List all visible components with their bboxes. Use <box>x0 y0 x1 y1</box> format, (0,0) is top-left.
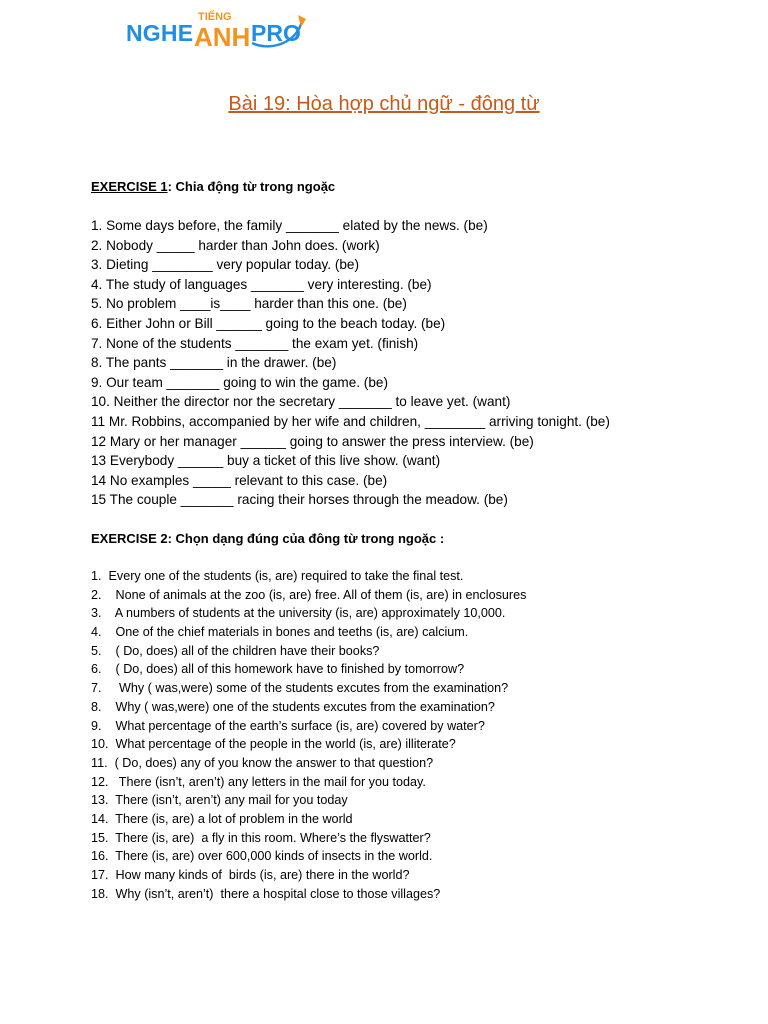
page-title: Bài 19: Hòa hợp chủ ngữ - đông từ <box>228 93 540 115</box>
exercise1-label: EXERCISE 1 <box>91 179 168 194</box>
list-item: 10. Neither the director nor the secretary _______ to leave yet. (want) <box>91 394 511 410</box>
list-item: 6. Either John or Bill ______ going to the beach today. (be) <box>91 315 446 331</box>
list-item: 7. None of the students _______ the exam yet. (finish) <box>91 335 419 351</box>
list-item: 15 The couple _______ racing their horses through the meadow. (be) <box>91 492 508 508</box>
list-item: 3. Dieting ________ very popular today. (be) <box>91 257 360 273</box>
exercise2-list <box>91 567 526 903</box>
list-item: 15. There (is, are) a fly in this room. Where’s the flyswatter? <box>91 830 431 845</box>
list-item: 12. There (isn’t, aren’t) any letters in the mail for you today. <box>91 774 426 789</box>
logo-text-pro: PRO <box>251 20 301 46</box>
list-item: 8. The pants _______ in the drawer. (be) <box>91 355 337 371</box>
list-item: 5. No problem ____is____ harder than this one. (be) <box>91 296 407 312</box>
list-item: 6. ( Do, does) all of this homework have to finished by tomorrow? <box>91 662 465 677</box>
list-item: 14 No examples _____ relevant to this case. (be) <box>91 472 388 488</box>
logo-text-nghe: NGHE <box>126 20 194 46</box>
list-item: 2. Nobody _____ harder than John does. (work) <box>91 237 380 253</box>
list-item: 14. There (is, are) a lot of problem in the world <box>91 811 353 826</box>
list-item: 10. What percentage of the people in the world (is, are) illiterate? <box>91 737 456 752</box>
list-item: 13 Everybody ______ buy a ticket of this live show. (want) <box>91 453 441 469</box>
list-item: 4. One of the chief materials in bones and teeths (is, are) calcium. <box>91 625 469 640</box>
list-item: 5. ( Do, does) all of the children have their books? <box>91 643 380 658</box>
list-item: 18. Why (isn’t, aren’t) there a hospital close to those villages? <box>91 886 441 901</box>
brand-logo <box>124 2 314 54</box>
exercise1-list <box>91 216 610 510</box>
list-item: 9. Our team _______ going to win the game. (be) <box>91 374 388 390</box>
list-item: 8. Why ( was,were) one of the students excutes from the examination? <box>91 699 495 714</box>
list-item: 1. Every one of the students (is, are) required to take the final test. <box>91 569 464 583</box>
list-item: 16. There (is, are) over 600,000 kinds of insects in the world. <box>91 849 433 864</box>
list-item: 11 Mr. Robbins, accompanied by her wife and children, ________ arriving tonight. (be) <box>91 413 610 429</box>
exercise2-heading: EXERCISE 2: Chọn dạng đúng của đông từ trong ngoặc : <box>91 531 445 546</box>
list-item: 2. None of animals at the zoo (is, are) free. All of them (is, are) in enclosures <box>91 587 527 602</box>
exercise1-heading <box>91 179 335 194</box>
list-item: 7. Why ( was,were) some of the students excutes from the examination? <box>91 681 509 696</box>
logo-text-tieng: TIẾNG <box>198 11 232 23</box>
exercise1-instruction: : Chia động từ trong ngoặc <box>167 179 336 194</box>
list-item: 1. Some days before, the family _______ elated by the news. (be) <box>91 218 488 233</box>
list-item: 9. What percentage of the earth’s surface (is, are) covered by water? <box>91 718 485 733</box>
logo-text-anh: ANH <box>194 22 251 52</box>
list-item: 13. There (isn’t, aren’t) any mail for you today <box>91 793 348 808</box>
list-item: 11. ( Do, does) any of you know the answer to that question? <box>91 755 434 770</box>
list-item: 12 Mary or her manager ______ going to answer the press interview. (be) <box>91 433 534 449</box>
list-item: 4. The study of languages _______ very interesting. (be) <box>91 276 432 292</box>
list-item: 3. A numbers of students at the university (is, are) approximately 10,000. <box>91 606 506 621</box>
list-item: 17. How many kinds of birds (is, are) there in the world? <box>91 868 410 882</box>
